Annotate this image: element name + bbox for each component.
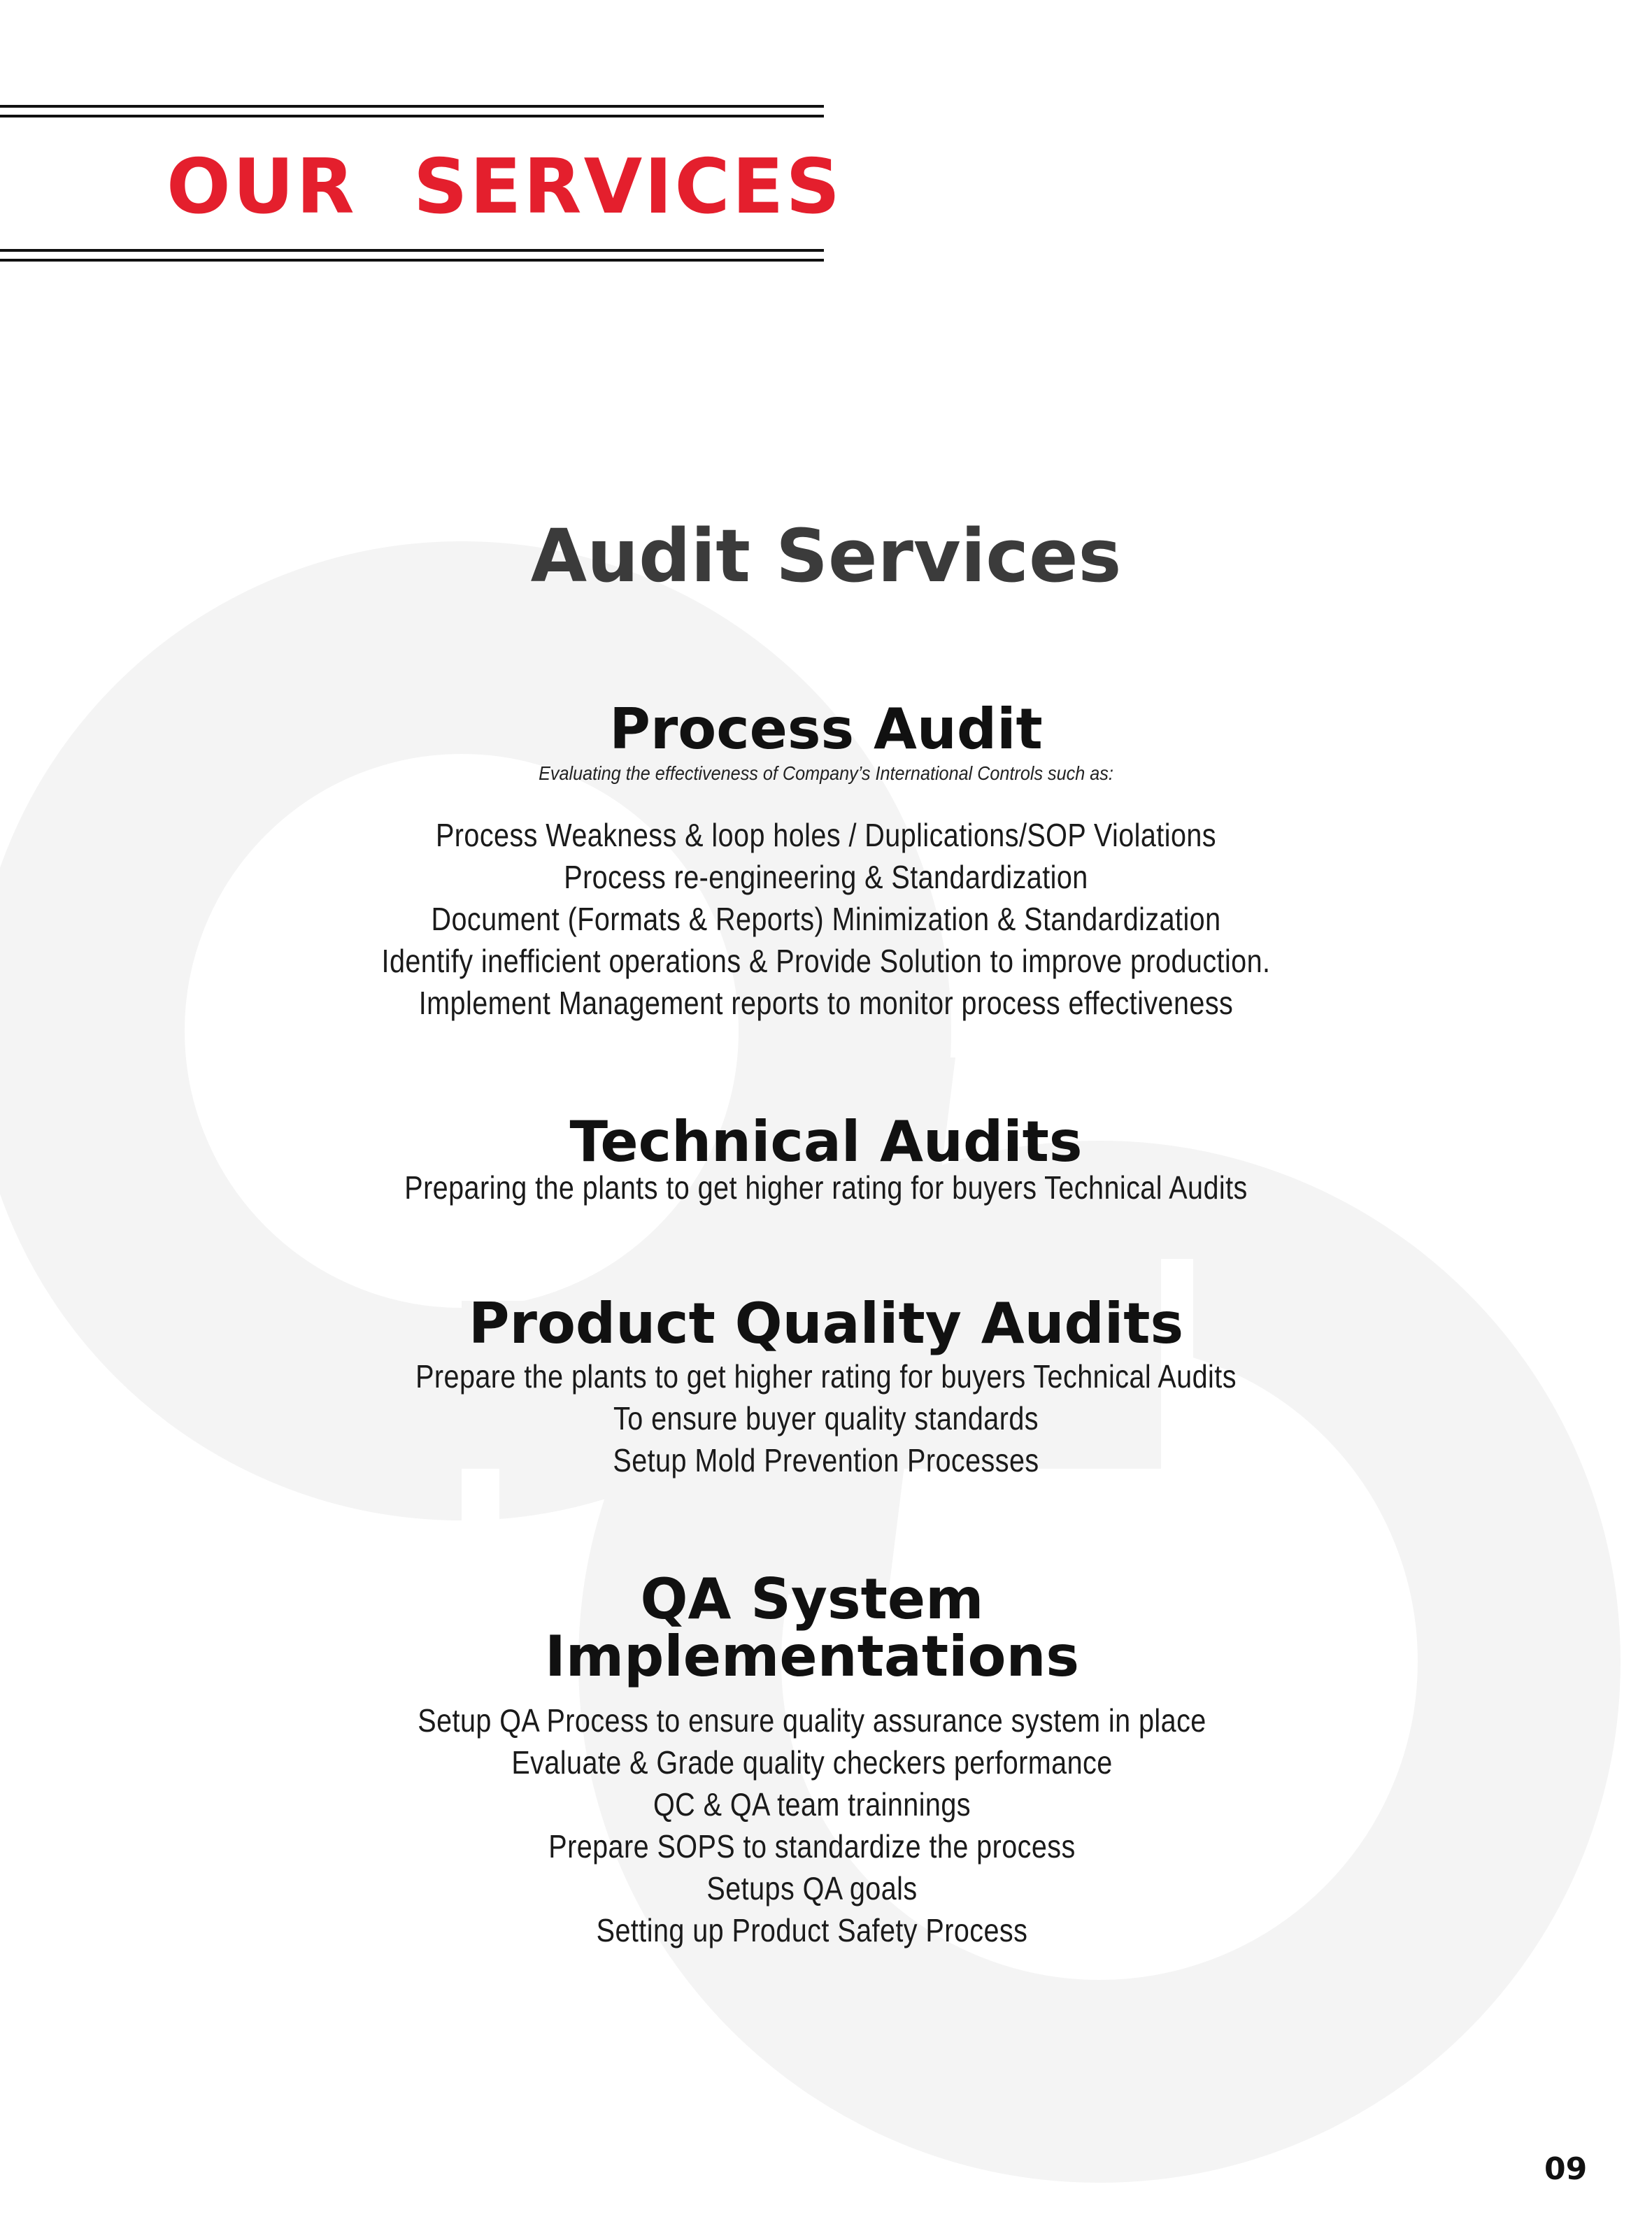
section-process-audit (0, 697, 1652, 1024)
section-list (0, 1699, 1638, 1951)
section-product-quality-audits (0, 1291, 1652, 1481)
section-title: Product Quality Audits (468, 1291, 1184, 1356)
list-item: Setting up Product Safety Process (596, 1912, 1028, 1948)
list-item: Setup Mold Prevention Processes (613, 1442, 1039, 1478)
list-item: Process re-engineering & Standardization (564, 859, 1088, 895)
list-item: Prepare the plants to get higher rating for buyers Technical Audits (415, 1358, 1237, 1395)
page-number: 09 (1544, 2151, 1588, 2187)
section-subtitle: Evaluating the effectiveness of Company’s International Controls such as: (539, 762, 1113, 784)
list-item: Process Weakness & loop holes / Duplications/SOP Violations (435, 817, 1217, 853)
section-qa-system-implementations (0, 1567, 1638, 1951)
list-item: Setups QA goals (706, 1870, 918, 1906)
section-title-line-2: Implementations (544, 1624, 1080, 1689)
section-title: Technical Audits (569, 1109, 1083, 1174)
list-item: Identify inefficient operations & Provide Solution to improve production. (381, 943, 1271, 979)
section-technical-audits (0, 1109, 1652, 1209)
section-title: Process Audit (609, 697, 1043, 762)
header-rule-bottom-2 (0, 259, 824, 262)
list-item: QC & QA team trainnings (653, 1786, 971, 1823)
list-item: Prepare SOPS to standardize the process (548, 1828, 1076, 1865)
list-item: Preparing the plants to get higher rating for buyers Technical Audits (404, 1169, 1248, 1206)
section-list (0, 1355, 1652, 1481)
list-item: To ensure buyer quality standards (613, 1400, 1039, 1437)
header-rule-bottom-1 (0, 249, 824, 252)
section-title-line-1: QA System (640, 1567, 984, 1632)
section-list (0, 1167, 1652, 1209)
section-list (0, 814, 1652, 1024)
list-item: Implement Management reports to monitor process effectiveness (418, 985, 1234, 1021)
list-item: Evaluate & Grade quality checkers performance (511, 1744, 1113, 1781)
list-item: Document (Formats & Reports) Minimization & Standardization (431, 901, 1221, 937)
header-rule-top-2 (0, 115, 824, 117)
list-item: Setup QA Process to ensure quality assurance system in place (418, 1702, 1206, 1739)
header-rule-top-1 (0, 105, 824, 108)
header-title: OUR SERVICES (166, 143, 843, 231)
main-title: Audit Services (530, 513, 1122, 599)
